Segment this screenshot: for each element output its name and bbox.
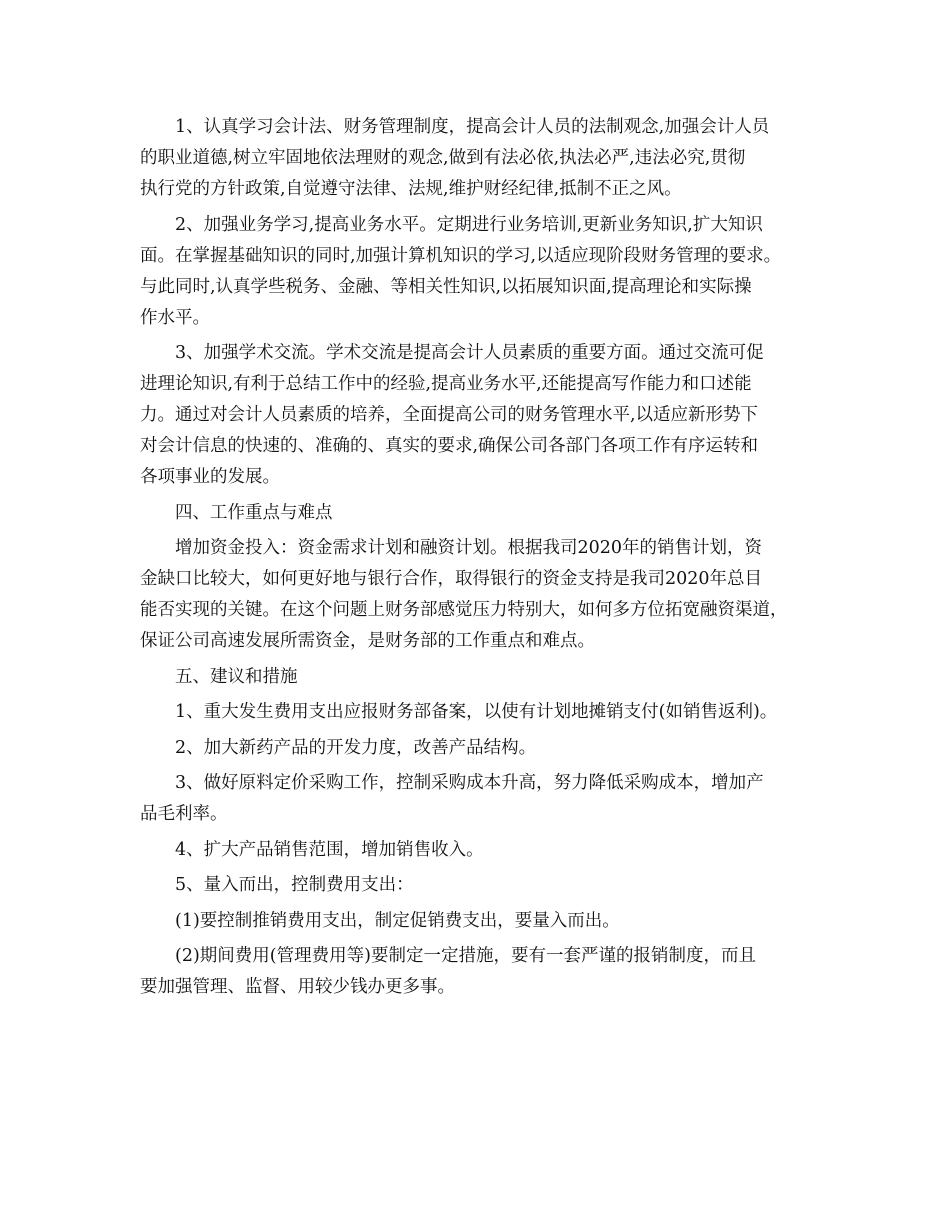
text-line: 进理论知识,有利于总结工作中的经验,提高业务水平,还能提高写作能力和口述能 [140, 374, 752, 394]
paragraph-academic-exchange [140, 338, 820, 493]
paragraph-business-study [140, 210, 820, 334]
text-line: 的职业道德,树立牢固地依法理财的观念,做到有法必依,执法必严,违法必究,贯彻 [140, 148, 746, 168]
list-item-suggestion-1 [140, 697, 820, 728]
text-line: 2、加强业务学习,提高业务水平。定期进行业务培训,更新业务知识,扩大知识 [175, 214, 763, 235]
section-heading: 五、建议和措施 [175, 666, 298, 687]
section-heading: 四、工作重点与难点 [175, 502, 333, 523]
text-line: 各项事业的发展。 [140, 467, 280, 487]
section-heading-key-points [140, 498, 820, 529]
text-line: 执行党的方针政策,自觉遵守法律、法规,维护财经纪律,抵制不正之风。 [140, 179, 682, 199]
list-item-suggestion-3 [140, 768, 820, 830]
sub-item-1 [140, 906, 820, 937]
list-item-suggestion-4 [140, 835, 820, 866]
text-line: 保证公司高速发展所需资金，是财务部的工作重点和难点。 [140, 631, 595, 651]
list-item-suggestion-5 [140, 870, 820, 901]
text-line: 对会计信息的快速的、准确的、真实的要求,确保公司各部门各项工作有序运转和 [140, 436, 759, 456]
paragraph-funding [140, 533, 820, 657]
text-line: 金缺口比较大，如何更好地与银行合作，取得银行的资金支持是我司2020年总目 [140, 569, 763, 589]
text-line: 3、做好原料定价采购工作，控制采购成本升高，努力降低采购成本，增加产 [175, 773, 764, 793]
paragraph-study-accounting-law [140, 112, 820, 205]
text-line: 5、量入而出，控制费用支出： [175, 875, 414, 895]
text-line: 要加强管理、监督、用较少钱办更多事。 [140, 977, 455, 997]
text-line: 4、扩大产品销售范围，增加销售收入。 [175, 839, 484, 860]
text-line: 力。通过对会计人员素质的培养，全面提高公司的财务管理水平,以适应新形势下 [140, 405, 759, 425]
text-line: 增加资金投入：资金需求计划和融资计划。根据我司2020年的销售计划，资 [175, 538, 763, 558]
list-item-suggestion-2 [140, 733, 820, 764]
text-line: 2、加大新药产品的开发力度，改善产品结构。 [175, 737, 537, 758]
text-line: 能否实现的关键。在这个问题上财务部感觉压力特别大，如何多方位拓宽融资渠道， [140, 600, 788, 620]
text-line: 面。在掌握基础知识的同时,加强计算机知识的学习,以适应现阶段财务管理的要求。 [140, 245, 782, 266]
text-line: 品毛利率。 [140, 804, 228, 824]
text-line: (2)期间费用(管理费用等)要制定一定措施，要有一套严谨的报销制度，而且 [175, 946, 756, 966]
text-line: 3、加强学术交流。学术交流是提高会计人员素质的重要方面。通过交流可促 [175, 343, 764, 363]
text-line: 1、重大发生费用支出应报财务部备案，以使有计划地摊销支付(如销售返利)。 [175, 702, 778, 722]
text-line: (1)要控制推销费用支出，制定促销费支出，要量入而出。 [175, 910, 620, 931]
document-body [140, 112, 820, 1008]
sub-item-2 [140, 941, 820, 1003]
text-line: 与此同时,认真学些税务、金融、等相关性知识,以拓展知识面,提高理论和实际操 [140, 276, 752, 297]
section-heading-suggestions [140, 662, 820, 693]
text-line: 1、认真学习会计法、财务管理制度，提高会计人员的法制观念,加强会计人员 [175, 117, 770, 137]
text-line: 作水平。 [140, 307, 210, 328]
